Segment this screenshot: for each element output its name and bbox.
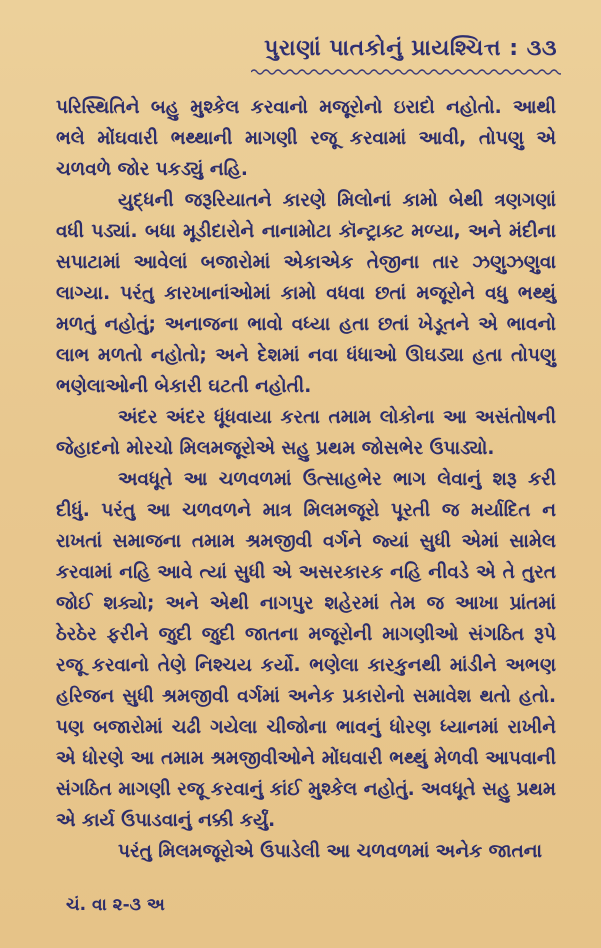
paragraph-2: યુદ્ધની જરૂરિયાતને કારણે મિલોનાં કામો બેથી ત્રણગણાં વધી પડ્યાં. બધા મૂડીદારોને નાનામોટા કૉન્ટ્રાક્ટ મળ્યા, અને મંદીના સપાટામાં આવેલાં બજારોમાં એકાએક તેજીના તાર ઝણુઝણુવા લાગ્યા. પરંતુ કારખાનાંઓમાં કામો વધવા છતાં મજૂરોને વધુ ભથ્થું મળતું નહોતું; અનાજના ભાવો વધ્યા હતા છતાં ખેડૂતને એ ભાવનો લાભ મળતો નહોતો; અને દેશમાં નવા ધંધાઓ ઊઘડ્યા હતા તોપણુ ભણેલાઓની બેકારી ઘટતી નહોતી. (56, 190, 556, 397)
decorative-wavy-rule (251, 68, 561, 76)
paragraph-5: પરંતુ મિલમજૂરોએ ઉપાડેલી આ ચળવળમાં અનેક જાતના (118, 841, 543, 862)
body-text (56, 92, 556, 867)
paragraph-1: પરિસ્થિતિને બહુ મુશ્કેલ કરવાનો મજૂરોનો ઇરાદો નહોતો. આથી ભલે મોંઘવારી ભથ્થાની માગણી રજૂ કરવામાં આવી, તોપણુ એ ચળવળે જોર પકડ્યું નહિ. (56, 97, 556, 180)
paragraph-4: અવધૂતે આ ચળવળમાં ઉત્સાહભેર ભાગ લેવાનું શરૂ કરી દીધું. પરંતુ આ ચળવળને માત્ર મિલમજૂરો પૂરતી જ મર્યાદિત ન રાખતાં સમાજના તમામ શ્રમજીવી વર્ગને જ્યાં સુધી એમાં સામેલ કરવામાં નહિ આવે ત્યાં સુધી એ અસરકારક નહિ નીવડે એ તે તુરત જોઈ શક્યો; અને એથી નાગપુર શહેરમાં તેમ જ આખા પ્રાંતમાં ઠેરઠેર ફરીને જુદી જુદી જાતના મજૂરોની માગણીઓ સંગઠિત રૂપે રજૂ કરવાનો તેણે નિશ્ચય કર્યો. ભણેલા કારકુનથી માંડીને અભણ હરિજન સુધી શ્રમજીવી વર્ગમાં અનેક પ્રકારોનો સમાવેશ થતો હતો. પણ બજારોમાં ચઢી ગયેલા ચીજોના ભાવનું ધોરણ ધ્યાનમાં રાખીને એ ધોરણે આ તમામ શ્રમજીવીઓને મોંઘવારી ભથ્થું મેળવી આપવાની સંગઠિત માગણી રજૂ કરવાનું કાંઈ મુશ્કેલ નહોતું. અવધૂતે સહુ પ્રથમ એ કાર્ય ઉપાડવાનું નક્કી કર્યું. (56, 469, 556, 831)
running-header (264, 36, 557, 61)
header-separator: : (509, 36, 519, 61)
chapter-title: પુરાણાં પાતકોનું પ્રાયશ્ચિત્ત (264, 36, 502, 61)
paragraph-3: અંદર અંદર ધૂંધવાયા કરતા તમામ લોકોના આ અસંતોષની જેહાદનો મોરચો મિલમજૂરોએ સહુ પ્રથમ જોસભેર ઉપાડ્યો. (56, 407, 556, 459)
page-number: ૩૩ (526, 36, 557, 61)
signature-mark: ચં. વા ૨-૩ અ (66, 895, 165, 915)
